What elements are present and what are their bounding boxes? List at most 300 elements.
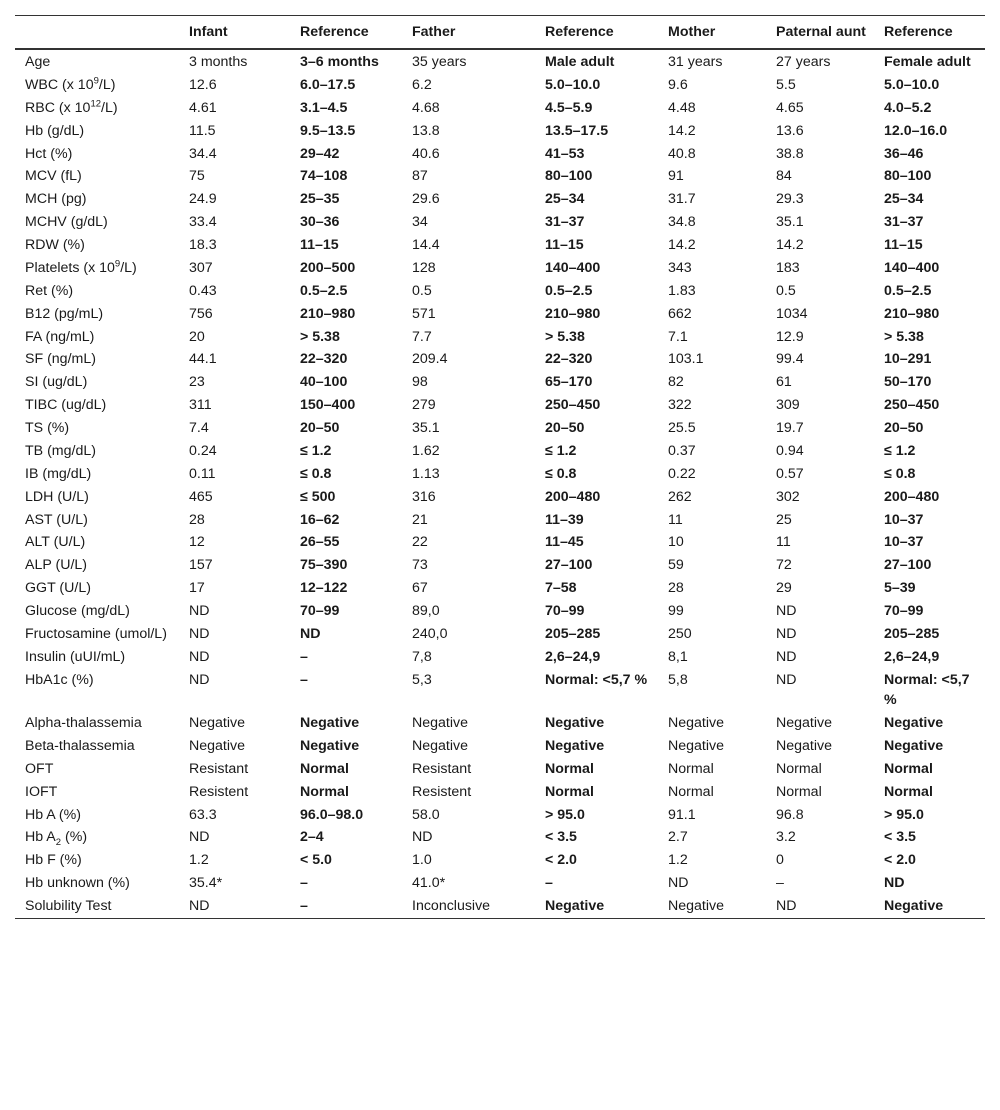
value-cell: 38.8 (776, 145, 804, 162)
value-cell: 87 (412, 168, 428, 185)
reference-cell: 200–480 (884, 488, 940, 505)
value-cell: 13.6 (776, 122, 804, 139)
row-label: HbA1c (%) (25, 671, 94, 688)
value-cell: Negative (189, 737, 245, 754)
table-row (15, 394, 985, 417)
value-cell: 0.11 (189, 465, 216, 482)
reference-cell: 12–122 (300, 580, 348, 597)
table-row (15, 463, 985, 486)
table-row (15, 668, 985, 711)
value-cell: 19.7 (776, 420, 804, 436)
value-cell: 250 (668, 625, 692, 642)
reference-cell: 75–390 (300, 557, 348, 574)
row-label-part: WBC (x 10 (25, 76, 94, 93)
value-cell: Negative (668, 737, 724, 754)
value-cell: 7.1 (668, 328, 688, 345)
value-cell: 0 (776, 852, 784, 869)
value-cell: 84 (776, 168, 792, 185)
value-cell: 35 years (412, 54, 467, 70)
value-cell: 8,1 (668, 648, 688, 665)
row-label: B12 (pg/mL) (25, 305, 104, 322)
value-cell: ND (766, 895, 874, 919)
value-cell: 23 (189, 374, 205, 391)
reference-cell: – (290, 895, 402, 919)
value-cell: 14.4 (412, 237, 440, 253)
reference-cell: 11–45 (545, 534, 584, 551)
value-cell: ND (412, 829, 433, 846)
value-cell: 35.1 (776, 214, 804, 231)
table-row (15, 826, 985, 849)
header-cell-infant: Infant (179, 16, 290, 49)
value-cell: 99.4 (776, 351, 804, 368)
reference-cell: 16–62 (300, 511, 340, 528)
value-cell: 25 (776, 511, 792, 528)
table-row (15, 531, 985, 554)
table-row (15, 508, 985, 531)
value-cell: 27 years (776, 54, 831, 70)
table-row (15, 49, 985, 74)
reference-cell: ≤ 0.8 (300, 465, 332, 482)
value-cell: 63.3 (189, 806, 217, 823)
reference-cell: 27–100 (545, 557, 593, 574)
reference-cell: Normal (300, 760, 349, 777)
reference-cell: < 3.5 (884, 829, 916, 846)
table-row (15, 646, 985, 669)
value-cell: Negative (412, 737, 468, 754)
value-cell: 72 (776, 557, 792, 574)
reference-cell: 13.5–17.5 (545, 122, 609, 139)
reference-cell: 25–34 (545, 191, 585, 208)
value-cell: 571 (412, 305, 436, 322)
value-cell: 82 (668, 374, 684, 391)
row-label: RDW (%) (25, 237, 85, 253)
value-cell: 157 (189, 557, 213, 574)
reference-cell: – (300, 648, 308, 665)
value-cell: ND (189, 829, 210, 846)
reference-cell: 210–980 (884, 305, 940, 322)
value-cell: 1.0 (412, 852, 432, 869)
reference-cell: 96.0–98.0 (300, 806, 364, 823)
value-cell: 14.2 (776, 237, 804, 253)
table-row (15, 803, 985, 826)
row-label-part: /L) (120, 259, 137, 276)
row-label: ALT (U/L) (25, 534, 86, 551)
value-cell: 18.3 (189, 237, 217, 253)
value-cell: 209.4 (412, 351, 448, 368)
reference-cell: > 95.0 (545, 806, 585, 823)
table-row (15, 302, 985, 325)
value-cell: 28 (668, 580, 684, 597)
table-row (15, 712, 985, 735)
value-cell: 12.9 (776, 328, 804, 345)
value-cell: 12 (189, 534, 205, 551)
reference-cell: ND (884, 875, 905, 892)
reference-cell: 0.5–2.5 (300, 282, 348, 299)
value-cell: 13.8 (412, 122, 440, 139)
reference-cell: 5–39 (884, 580, 916, 597)
row-label: Hb A (%) (25, 806, 81, 823)
reference-cell: 40–100 (300, 374, 348, 391)
value-cell: 22 (412, 534, 428, 551)
value-cell: 29.6 (412, 191, 440, 208)
reference-cell: 2–4 (300, 829, 324, 846)
row-label: TIBC (ug/dL) (25, 397, 107, 414)
value-cell: ND (668, 875, 689, 892)
reference-cell: 200–500 (300, 259, 356, 276)
table-row (15, 577, 985, 600)
value-cell: 3.2 (776, 829, 796, 846)
reference-cell: 22–320 (300, 351, 348, 368)
table-row (15, 119, 985, 142)
value-cell: 41.0* (412, 875, 446, 892)
value-cell: ND (776, 625, 797, 642)
value-cell: 35.1 (412, 420, 440, 436)
table-row (15, 74, 985, 97)
row-label: Hb F (%) (25, 852, 82, 869)
reference-cell: 74–108 (300, 168, 348, 185)
table-row (15, 600, 985, 623)
value-cell: 11 (668, 511, 683, 528)
value-cell: ND (189, 648, 210, 665)
row-label: AST (U/L) (25, 511, 88, 528)
reference-cell: 3–6 months (300, 54, 379, 70)
row-label: GGT (U/L) (25, 580, 91, 597)
reference-cell: 3.1–4.5 (300, 99, 348, 116)
value-cell: 756 (189, 305, 213, 322)
value-cell: 1.2 (668, 852, 688, 869)
value-cell: 0.94 (776, 442, 804, 459)
table-row (15, 280, 985, 303)
reference-cell: > 5.38 (300, 328, 340, 345)
reference-cell: 25–35 (300, 191, 340, 208)
value-cell: 0.43 (189, 282, 217, 299)
row-label: FA (ng/mL) (25, 328, 95, 345)
value-cell: 40.8 (668, 145, 696, 162)
table-body (15, 49, 985, 919)
reference-cell: Male adult (545, 54, 615, 70)
value-cell: 21 (412, 511, 428, 528)
reference-cell: 50–170 (884, 374, 932, 391)
reference-cell: 80–100 (884, 168, 932, 185)
reference-cell: 250–450 (545, 397, 601, 414)
value-cell: 75 (189, 168, 205, 185)
reference-cell: > 5.38 (545, 328, 585, 345)
row-label-part: /L) (98, 76, 116, 93)
value-cell: ND (776, 648, 797, 665)
row-label: LDH (U/L) (25, 488, 89, 505)
table-header-row (15, 16, 985, 49)
row-label-part: (%) (61, 829, 88, 846)
value-cell: Normal (776, 760, 822, 777)
table-row (15, 872, 985, 895)
row-label: Insulin (uUI/mL) (25, 648, 126, 665)
lab-results-table-container (15, 15, 985, 919)
reference-cell: Negative (884, 737, 944, 754)
reference-cell: Negative (874, 895, 985, 919)
reference-cell: – (300, 671, 308, 688)
value-cell: 4.61 (189, 99, 217, 116)
table-row (15, 440, 985, 463)
reference-cell: 205–285 (545, 625, 601, 642)
value-cell: ND (189, 603, 210, 619)
row-label-sub: 2 (55, 837, 62, 849)
reference-cell: 11–39 (545, 511, 584, 528)
reference-cell: > 95.0 (884, 806, 924, 823)
value-cell: 35.4* (189, 875, 223, 892)
table-row (15, 97, 985, 120)
value-cell: 9.6 (668, 76, 688, 93)
value-cell: 311 (189, 397, 212, 414)
reference-cell: 10–37 (884, 511, 924, 528)
reference-cell: 9.5–13.5 (300, 122, 356, 139)
value-cell: 5,3 (412, 671, 432, 688)
reference-cell: 29–42 (300, 145, 340, 162)
value-cell: 4.68 (412, 99, 440, 116)
table-row (15, 234, 985, 257)
value-cell: 465 (189, 488, 213, 505)
value-cell: 5,8 (668, 671, 688, 688)
reference-cell: 25–34 (884, 191, 924, 208)
reference-cell: < 3.5 (545, 829, 577, 846)
row-label: ALP (U/L) (25, 557, 88, 574)
header-cell-father: Father (402, 16, 535, 49)
value-cell: 240,0 (412, 625, 448, 642)
table-row (15, 165, 985, 188)
value-cell: Resistent (189, 783, 249, 800)
row-label-part: /L) (101, 99, 118, 116)
value-cell: 662 (668, 305, 692, 322)
row-label: IOFT (25, 783, 58, 800)
row-label: Beta-thalassemia (25, 737, 135, 754)
row-label (15, 257, 179, 280)
row-label: Ret (%) (25, 282, 74, 299)
value-cell: 28 (189, 511, 205, 528)
value-cell: Negative (776, 737, 832, 754)
value-cell: 89,0 (412, 603, 440, 619)
value-cell: 12.6 (189, 76, 217, 93)
reference-cell: ND (300, 625, 321, 642)
row-label: MCV (fL) (25, 168, 82, 185)
reference-cell: ≤ 1.2 (884, 442, 916, 459)
value-cell: ND (776, 603, 797, 619)
value-cell: 61 (776, 374, 792, 391)
value-cell: 7.4 (189, 420, 209, 436)
table-row (15, 257, 985, 280)
table-row (15, 895, 985, 919)
value-cell: 0.5 (412, 282, 432, 299)
value-cell: 307 (189, 259, 213, 276)
reference-cell: Female adult (884, 54, 971, 70)
row-label: TB (mg/dL) (25, 442, 96, 459)
value-cell: ND (776, 671, 797, 688)
row-label-part: Hb A (25, 829, 56, 846)
value-cell: 14.2 (668, 122, 696, 139)
reference-cell: 0.5–2.5 (884, 282, 932, 299)
reference-cell: Normal (545, 783, 594, 800)
row-label: OFT (25, 760, 54, 777)
reference-cell: Normal: <5,7 % (545, 671, 648, 688)
row-label: Hb (g/dL) (25, 122, 85, 139)
reference-cell: 6.0–17.5 (300, 76, 356, 93)
reference-cell: 22–320 (545, 351, 593, 368)
reference-cell: Negative (884, 715, 944, 731)
reference-cell: ≤ 1.2 (545, 442, 577, 459)
value-cell: 91.1 (668, 806, 696, 823)
reference-cell: 140–400 (545, 259, 601, 276)
reference-cell: 80–100 (545, 168, 593, 185)
row-label: Solubility Test (15, 895, 179, 919)
value-cell: 44.1 (189, 351, 217, 368)
value-cell: 17 (189, 580, 205, 597)
value-cell: 7,8 (412, 648, 432, 665)
reference-cell: ≤ 500 (300, 488, 336, 505)
reference-cell: 41–53 (545, 145, 585, 162)
value-cell: 0.22 (668, 465, 696, 482)
table-row (15, 417, 985, 440)
reference-cell: < 2.0 (545, 852, 577, 869)
reference-cell: 20–50 (884, 420, 924, 436)
row-label: Hct (%) (25, 145, 73, 162)
value-cell: 40.6 (412, 145, 440, 162)
row-label: MCHV (g/dL) (25, 214, 108, 231)
table-row (15, 849, 985, 872)
value-cell: Normal (668, 760, 714, 777)
row-label: Age (25, 54, 51, 70)
reference-cell: 7–58 (545, 580, 577, 597)
value-cell: 34.8 (668, 214, 696, 231)
table-row (15, 325, 985, 348)
value-cell: 59 (668, 557, 684, 574)
reference-cell: 4.5–5.9 (545, 99, 593, 116)
value-cell: Negative (776, 715, 832, 731)
value-cell: 6.2 (412, 76, 432, 93)
value-cell: 29 (776, 580, 792, 597)
value-cell: 1034 (776, 305, 808, 322)
value-cell: 183 (776, 259, 800, 276)
table-row (15, 142, 985, 165)
value-cell: 1.2 (189, 852, 209, 869)
value-cell: 10 (668, 534, 684, 551)
reference-cell: Normal (545, 760, 594, 777)
table-row (15, 554, 985, 577)
value-cell: Negative (189, 715, 245, 731)
reference-cell: – (300, 875, 308, 892)
reference-cell: 10–37 (884, 534, 924, 551)
header-cell-reference-female: Reference (874, 16, 985, 49)
row-label: TS (%) (25, 420, 70, 436)
row-label (15, 826, 179, 849)
reference-cell: 65–170 (545, 374, 593, 391)
row-label: SF (ng/mL) (25, 351, 96, 368)
table-row (15, 780, 985, 803)
value-cell: 58.0 (412, 806, 440, 823)
value-cell: 11.5 (189, 122, 216, 139)
reference-cell: Negative (545, 737, 605, 754)
value-cell: 11 (776, 534, 791, 551)
value-cell: 0.37 (668, 442, 696, 459)
value-cell: 2.7 (668, 829, 688, 846)
value-cell: 29.3 (776, 191, 804, 208)
reference-cell: Normal (300, 783, 349, 800)
reference-cell: 0.5–2.5 (545, 282, 593, 299)
reference-cell: Negative (535, 895, 658, 919)
row-label: SI (ug/dL) (25, 374, 88, 391)
value-cell: 128 (412, 259, 436, 276)
row-label: Glucose (mg/dL) (25, 603, 130, 619)
reference-cell: Normal: <5,7 % (884, 671, 970, 709)
value-cell: 343 (668, 259, 692, 276)
reference-cell: < 2.0 (884, 852, 916, 869)
row-label-sup: 9 (114, 258, 121, 270)
reference-cell: Negative (300, 715, 360, 731)
header-cell-reference-infant: Reference (290, 16, 402, 49)
reference-cell: 20–50 (300, 420, 340, 436)
value-cell: 31.7 (668, 191, 696, 208)
reference-cell: ≤ 0.8 (545, 465, 577, 482)
reference-cell: Negative (300, 737, 360, 754)
reference-cell: 210–980 (300, 305, 356, 322)
value-cell: 91 (668, 168, 684, 185)
value-cell: 309 (776, 397, 800, 414)
reference-cell: 30–36 (300, 214, 340, 231)
value-cell: Normal (776, 783, 822, 800)
reference-cell: 12.0–16.0 (884, 122, 948, 139)
value-cell: 14.2 (668, 237, 696, 253)
value-cell: 7.7 (412, 328, 432, 345)
reference-cell: 140–400 (884, 259, 940, 276)
value-cell: 33.4 (189, 214, 217, 231)
header-cell-parameter (15, 16, 179, 49)
reference-cell: 205–285 (884, 625, 940, 642)
value-cell: 3 months (189, 54, 248, 70)
value-cell: 103.1 (668, 351, 704, 368)
value-cell: 31 years (668, 54, 723, 70)
reference-cell: 20–50 (545, 420, 585, 436)
header-cell-paternal-aunt: Paternal aunt (766, 16, 874, 49)
row-label-part: RBC (x 10 (25, 99, 91, 116)
value-cell: ND (189, 625, 210, 642)
value-cell: Negative (668, 715, 724, 731)
value-cell: 302 (776, 488, 800, 505)
value-cell: 73 (412, 557, 428, 574)
reference-cell: 31–37 (545, 214, 585, 231)
value-cell: 279 (412, 397, 436, 414)
row-label: Alpha-thalassemia (25, 715, 142, 731)
value-cell: 24.9 (189, 191, 217, 208)
value-cell: 67 (412, 580, 428, 597)
value-cell: 0.5 (776, 282, 796, 299)
header-cell-mother: Mother (658, 16, 766, 49)
value-cell: 4.65 (776, 99, 804, 116)
row-label: IB (mg/dL) (25, 465, 92, 482)
value-cell: 99 (668, 603, 684, 619)
value-cell: Resistant (189, 760, 249, 777)
row-label-sup: 9 (93, 75, 99, 87)
reference-cell: 11–15 (884, 237, 923, 253)
reference-cell: 11–15 (300, 237, 339, 253)
reference-cell: 70–99 (300, 603, 340, 619)
row-label: Fructosamine (umol/L) (25, 625, 167, 642)
value-cell: 98 (412, 374, 428, 391)
value-cell: Negative (658, 895, 766, 919)
row-label-sup: 12 (90, 98, 102, 110)
table-row (15, 758, 985, 781)
reference-cell: 31–37 (884, 214, 924, 231)
reference-cell: 200–480 (545, 488, 601, 505)
reference-cell: 4.0–5.2 (884, 99, 932, 116)
reference-cell: 27–100 (884, 557, 932, 574)
row-label (15, 74, 179, 97)
